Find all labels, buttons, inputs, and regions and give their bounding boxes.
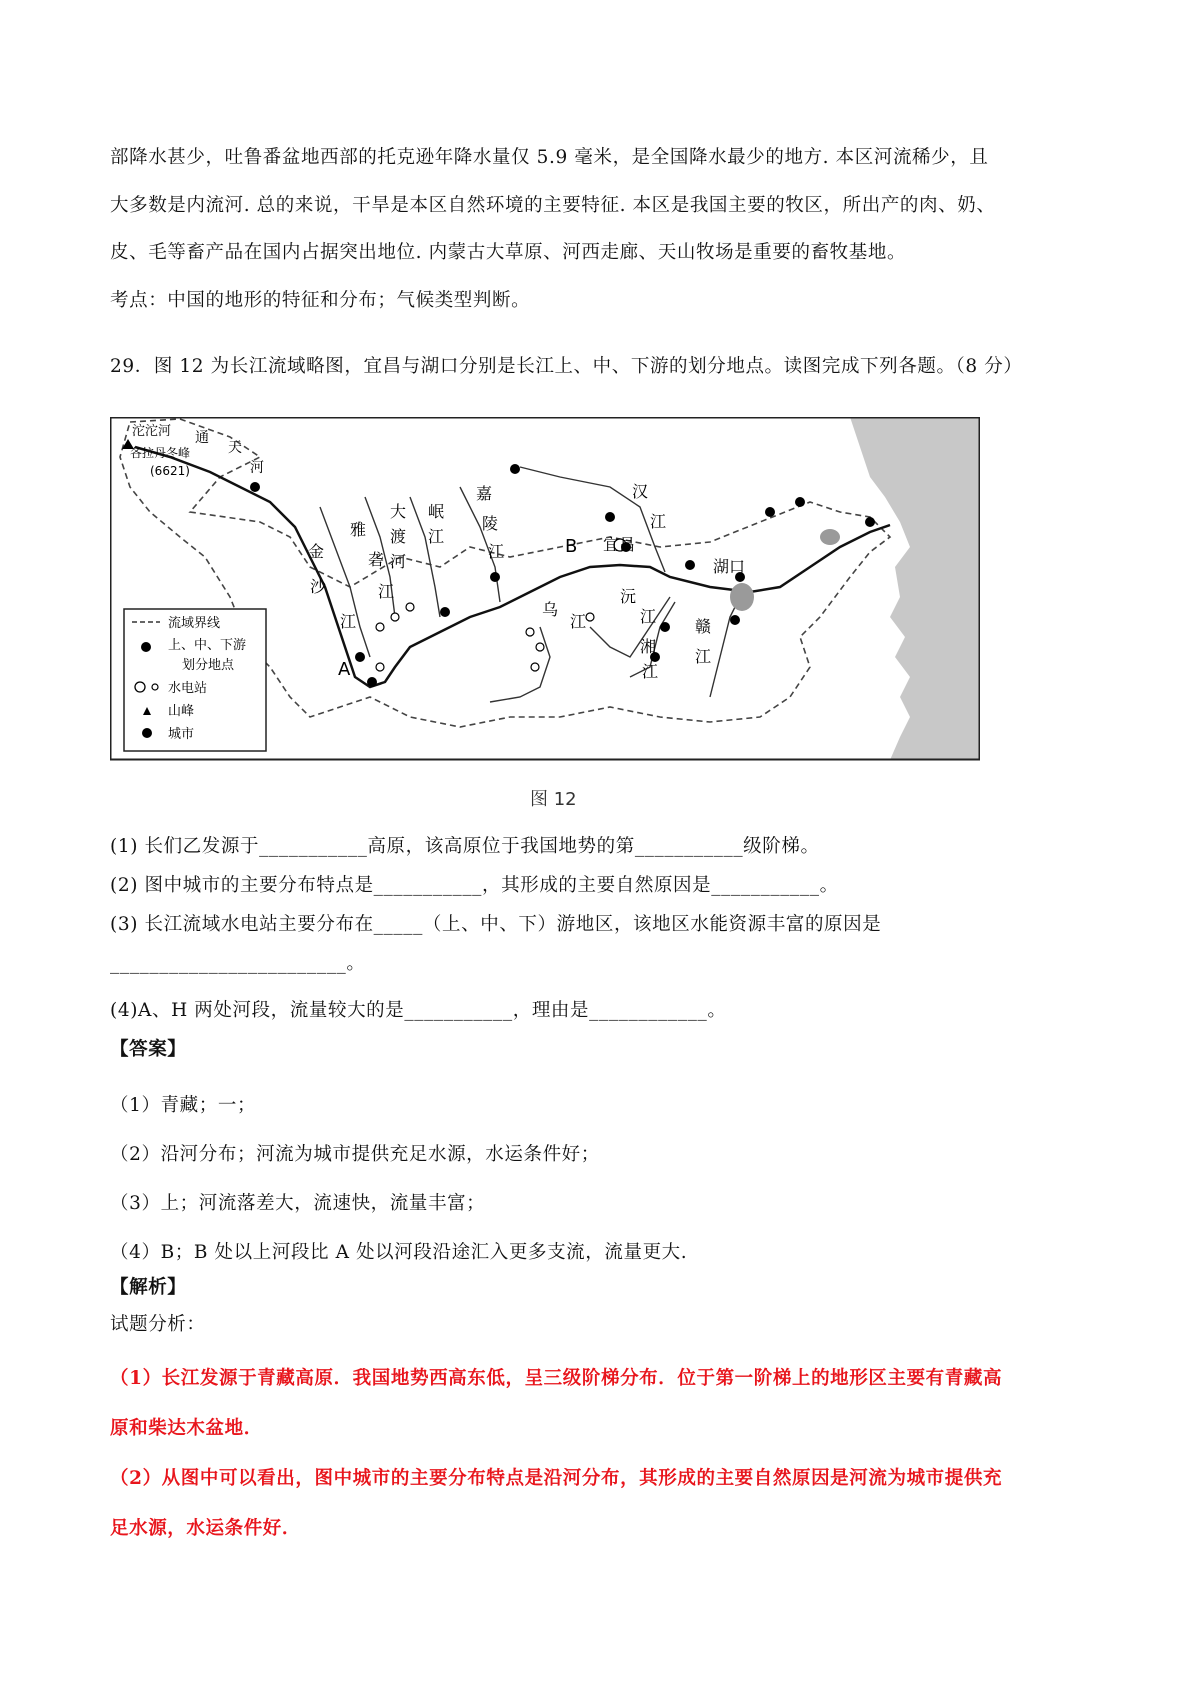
poyang-lake <box>730 583 754 611</box>
legend-hydro-swatch-large <box>135 682 145 692</box>
label-jinsha-1: 金 <box>308 542 325 561</box>
sub-question-1: (1) 长们乙发源于___________高原，该高原位于我国地势的第___________级阶梯。 <box>110 836 820 857</box>
legend-hydro-swatch-small <box>152 684 158 690</box>
legend-item-hydro: 水电站 <box>168 681 208 696</box>
wu-river <box>490 627 550 702</box>
label-dadu-1: 大 <box>390 502 407 521</box>
gan-river <box>710 597 740 697</box>
label-dadu-2: 渡 <box>390 527 407 546</box>
legend-item-city: 城市 <box>168 727 195 742</box>
label-jialing-2: 陵 <box>482 514 499 533</box>
legend-item-boundary: 流域界线 <box>168 616 221 631</box>
sea-area <box>850 417 980 760</box>
legend <box>124 609 266 751</box>
label-jialing-1: 嘉 <box>476 484 493 503</box>
city-dot <box>765 507 775 517</box>
analysis-intro: 试题分析： <box>110 1314 206 1335</box>
label-dadu-3: 河 <box>390 552 407 571</box>
city-dot <box>730 615 740 625</box>
city-dot <box>440 607 450 617</box>
answer-line-1: （1）青藏；一； <box>110 1095 257 1116</box>
city-dot <box>250 482 260 492</box>
answer-line-2: （2）沿河分布；河流为城市提供充足水源，水运条件好； <box>110 1144 600 1165</box>
legend-item-peak: 山峰 <box>168 704 195 719</box>
figure-caption: 图 12 <box>530 789 577 810</box>
label-peak: 各拉丹冬峰 <box>130 446 191 460</box>
label-wu-1: 乌 <box>542 600 559 619</box>
city-dot <box>865 517 875 527</box>
legend-division-swatch <box>141 642 151 652</box>
label-yuan-2: 江 <box>640 607 657 626</box>
label-yalong-3: 江 <box>378 582 395 601</box>
label-min-1: 岷 <box>428 502 445 521</box>
city-dot <box>795 497 805 507</box>
analysis-heading: 【解析】 <box>110 1277 187 1298</box>
analysis-red-line-2: 原和柴达木盆地． <box>110 1418 263 1439</box>
city-dot <box>685 560 695 570</box>
label-B: B <box>565 536 578 557</box>
label-jinsha-2: 沙 <box>310 577 327 596</box>
label-yalong-1: 雅 <box>350 520 367 539</box>
city-dot <box>367 677 377 687</box>
label-xiang-2: 江 <box>642 662 659 681</box>
label-yichang: 宜昌 <box>603 535 636 554</box>
analysis-red-line-1: （1）长江发源于青藏高原．我国地势西高东低，呈三级阶梯分布．位于第一阶梯上的地形区主要有青藏高 <box>110 1368 1003 1389</box>
legend-city-swatch <box>142 728 152 738</box>
label-han-2: 江 <box>650 512 667 531</box>
answer-line-3: （3）上；河流落差大，流速快，流量丰富； <box>110 1193 486 1214</box>
label-yuan-1: 沅 <box>620 587 637 606</box>
label-yalong-2: 砻 <box>368 550 385 569</box>
legend-item-division-2: 划分地点 <box>182 658 235 673</box>
label-min-2: 江 <box>428 527 445 546</box>
city-dot <box>490 572 500 582</box>
label-peak-height: (6621) <box>150 464 190 478</box>
label-A: A <box>338 659 351 680</box>
city-dot <box>510 464 520 474</box>
city-dot <box>660 622 670 632</box>
label-xiang-1: 湘 <box>640 637 657 656</box>
label-han-1: 汉 <box>632 482 649 501</box>
intro-line-2: 大多数是内流河. 总的来说，干旱是本区自然环境的主要特征. 本区是我国主要的牧区，所出产的肉、奶、 <box>110 195 996 216</box>
label-gan-1: 赣 <box>695 617 712 636</box>
city-dot <box>355 652 365 662</box>
label-wu-2: 江 <box>570 612 587 631</box>
kaodian-line: 考点：中国的地形的特征和分布；气候类型判断。 <box>110 290 531 311</box>
yangtze-basin-map <box>110 417 980 810</box>
intro-line-3: 皮、毛等畜产品在国内占据突出地位. 内蒙古大草原、河西走廊、天山牧场是重要的畜牧基地。 <box>110 242 907 263</box>
tai-lake <box>820 529 840 545</box>
answer-heading: 【答案】 <box>110 1039 187 1060</box>
label-he: 河 <box>250 460 264 476</box>
question-stem: 29．图 12 为长江流域略图，宜昌与湖口分别是长江上、中、下游的划分地点。读图完成下列各题。（8 分） <box>110 356 1023 377</box>
sub-question-3-blank: ________________________。 <box>110 953 366 974</box>
yuan-river <box>590 597 670 657</box>
label-jialing-3: 江 <box>488 542 505 561</box>
city-dot <box>605 512 615 522</box>
sub-question-4: (4)A、H 两处河段，流量较大的是___________，理由是____________。 <box>110 1000 727 1021</box>
label-tuotuo: 沱沱河 <box>132 424 172 439</box>
label-hukou: 湖口 <box>713 557 746 576</box>
analysis-red-line-3: （2）从图中可以看出，图中城市的主要分布特点是沿河分布，其形成的主要自然原因是河流为城市提供充 <box>110 1468 1003 1489</box>
intro-line-1: 部降水甚少，吐鲁番盆地西部的托克逊年降水量仅 5.9 毫米，是全国降水最少的地方. 本区河流稀少，且 <box>110 147 989 168</box>
answer-line-4: （4）B；B 处以上河段比 A 处以河段沿途汇入更多支流，流量更大. <box>110 1242 688 1263</box>
sub-question-3: (3) 长江流域水电站主要分布在_____（上、中、下）游地区，该地区水能资源丰富的原因是 <box>110 914 882 935</box>
label-gan-2: 江 <box>695 647 712 666</box>
analysis-red-line-4: 足水源，水运条件好． <box>110 1518 302 1539</box>
legend-item-division-1: 上、中、下游 <box>168 638 247 653</box>
label-jinsha-3: 江 <box>340 612 357 631</box>
map-svg <box>110 417 980 810</box>
label-tian: 天 <box>228 440 242 456</box>
label-tong: 通 <box>195 430 209 446</box>
sub-question-2: (2) 图中城市的主要分布特点是___________，其形成的主要自然原因是___________。 <box>110 875 839 896</box>
